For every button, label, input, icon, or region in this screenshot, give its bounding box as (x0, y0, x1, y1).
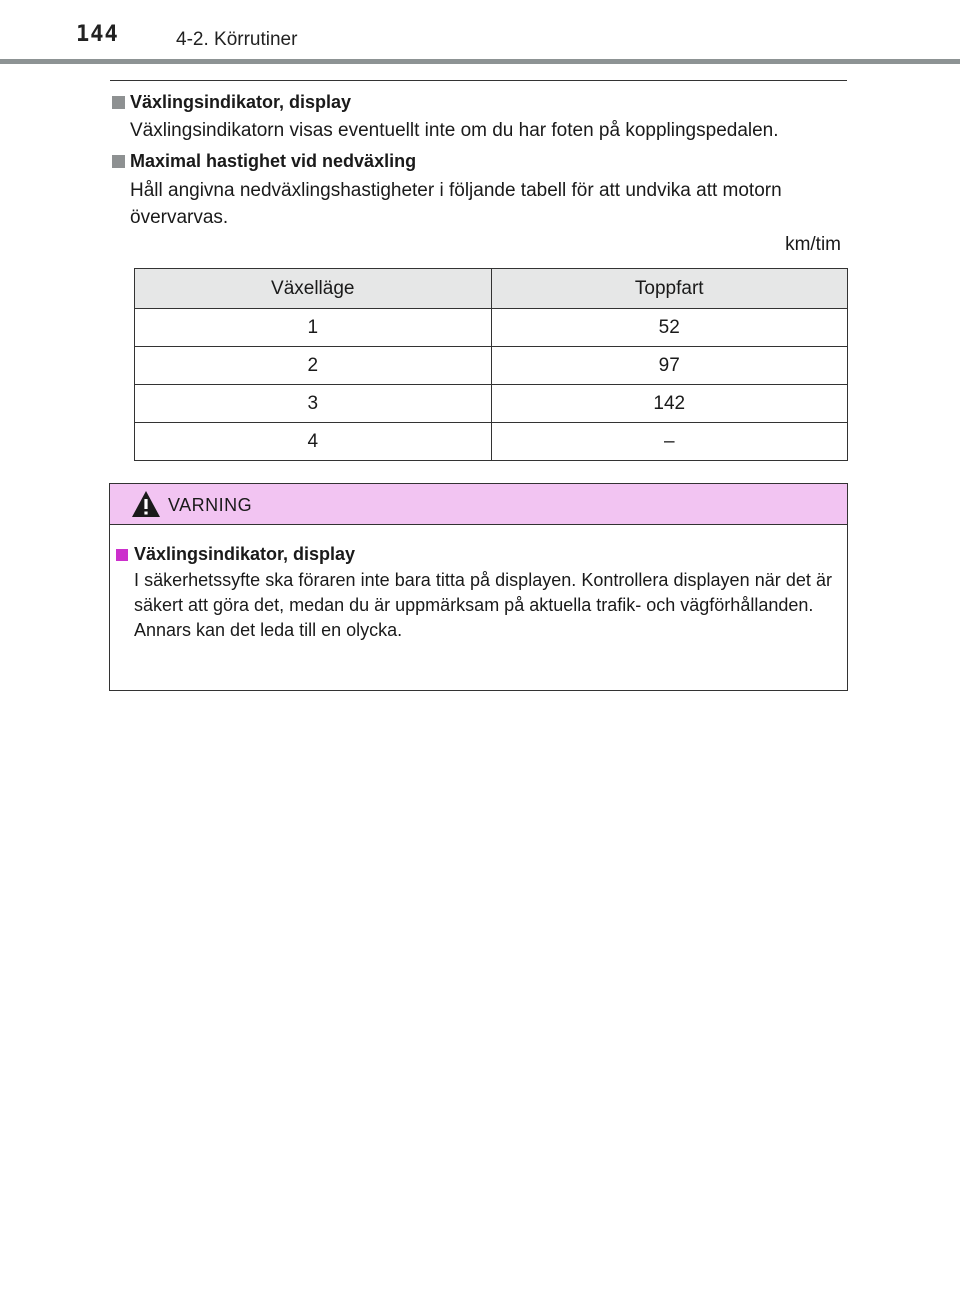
section-heading-gear-indicator (112, 92, 351, 113)
speed-cell: 142 (491, 385, 848, 423)
column-header-gear: Växelläge (135, 269, 492, 309)
warning-heading (116, 544, 355, 565)
downshift-speed-table (134, 268, 848, 461)
heading-text: Maximal hastighet vid nedväxling (130, 151, 417, 171)
speed-cell: 52 (491, 309, 848, 347)
warning-label: VARNING (168, 495, 253, 515)
page-number: 144 (76, 22, 119, 47)
warning-triangle-icon (130, 489, 162, 519)
section-heading-max-speed (112, 151, 416, 172)
section-text-gear-indicator: Växlingsindikatorn visas eventuellt inte om du har foten på kopplingspedalen. (130, 120, 779, 141)
gear-cell: 3 (135, 385, 492, 423)
table-header-row (135, 269, 848, 309)
warning-box (109, 483, 848, 691)
section-title: 4-2. Körrutiner (176, 29, 298, 50)
warning-heading-text: Växlingsindikator, display (134, 544, 356, 564)
square-bullet-icon (116, 549, 128, 561)
heading-text: Växlingsindikator, display (130, 92, 352, 112)
square-bullet-icon (112, 155, 125, 168)
table-row (135, 309, 848, 347)
warning-text (134, 568, 832, 643)
gear-cell: 4 (135, 423, 492, 461)
table-row (135, 423, 848, 461)
gear-cell: 2 (135, 347, 492, 385)
speed-cell: – (491, 423, 848, 461)
table-row (135, 385, 848, 423)
column-header-top-speed: Toppfart (491, 269, 848, 309)
content-rule (110, 80, 847, 81)
speed-cell: 97 (491, 347, 848, 385)
table-row (135, 347, 848, 385)
square-bullet-icon (112, 96, 125, 109)
section-text-max-speed: Håll angivna nedväxlingshastigheter i följande tabell för att undvika att motorn övervarvas. (130, 180, 782, 228)
header-rule (0, 59, 960, 64)
warning-paragraph: I säkerhetssyfte ska föraren inte bara titta på displayen. Kontrollera displayen när det är säkert att göra det, medan du är uppmärksam på aktuella trafik- och vägförhållanden. (134, 570, 832, 615)
unit-label: km/tim (785, 234, 841, 255)
warning-header (110, 484, 847, 525)
gear-cell: 1 (135, 309, 492, 347)
warning-paragraph-2: Annars kan det leda till en olycka. (134, 620, 403, 640)
